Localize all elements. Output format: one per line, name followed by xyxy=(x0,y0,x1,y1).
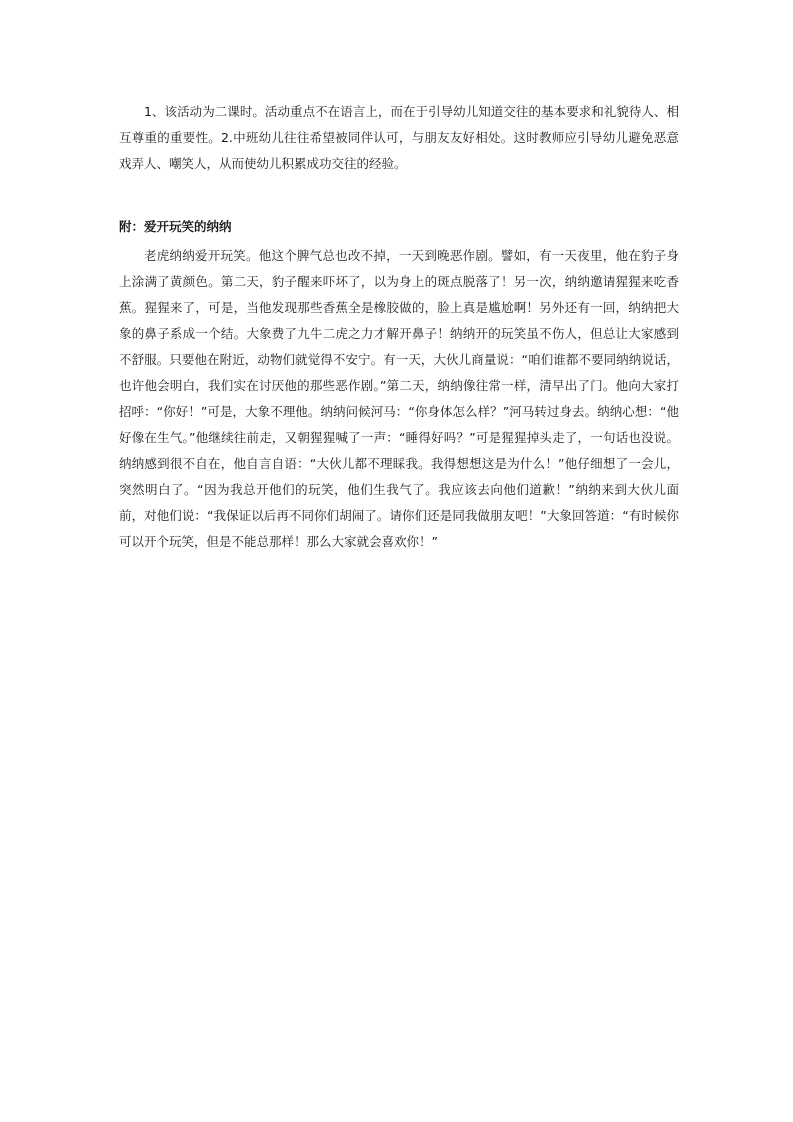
activity-notes-paragraph: 1、该活动为二课时。活动重点不在语言上，而在于引导幼儿知道交往的基本要求和礼貌待人、相互尊重的重要性。2.中班幼儿往往希望被同伴认可，与朋友友好相处。这时教师应引导幼儿避免恶意戏弄人、嘲笑人，从而使幼儿积累成功交往的经验。 xyxy=(119,104,679,171)
story-paragraph: 老虎纳纳爱开玩笑。他这个脾气总也改不掉，一天到晚恶作剧。譬如，有一天夜里，他在豹子身上涂满了黄颜色。第二天，豹子醒来吓坏了，以为身上的斑点脱落了！另一次，纳纳邀请猩猩来吃香蕉。猩猩来了，可是，当他发现那些香蕉全是橡胶做的，脸上真是尴尬啊！另外还有一回，纳纳把大象的鼻子系成一个结。大象费了九牛二虎之力才解开鼻子！纳纳开的玩笑虽不伤人，但总让大家感到不舒服。只要他在附近，动物们就觉得不安宁。有一天，大伙儿商量说：“咱们谁都不要同纳纳说话，也许他会明白，我们实在讨厌他的那些恶作剧。”第二天，纳纳像往常一样，清早出了门。他向大家打招呼：“你好！”可是，大象不理他。纳纳问候河马：“你身体怎么样？”河马转过身去。纳纳心想：“他好像在生气。”他继续往前走，又朝猩猩喊了一声：“睡得好吗？”可是猩猩掉头走了，一句话也没说。纳纳感到很不自在，他自言自语：“大伙儿都不理睬我。我得想想这是为什么！”他仔细想了一会儿，突然明白了。“因为我总开他们的玩笑，他们生我气了。我应该去向他们道歉！”纳纳来到大伙儿面前，对他们说：“我保证以后再不同你们胡闹了。请你们还是同我做朋友吧！”大象回答道：“有时候你可以开个玩笑，但是不能总那样！那么大家就会喜欢你！” xyxy=(119,248,679,549)
appendix-title: 附：爱开玩笑的纳纳 xyxy=(119,219,232,234)
